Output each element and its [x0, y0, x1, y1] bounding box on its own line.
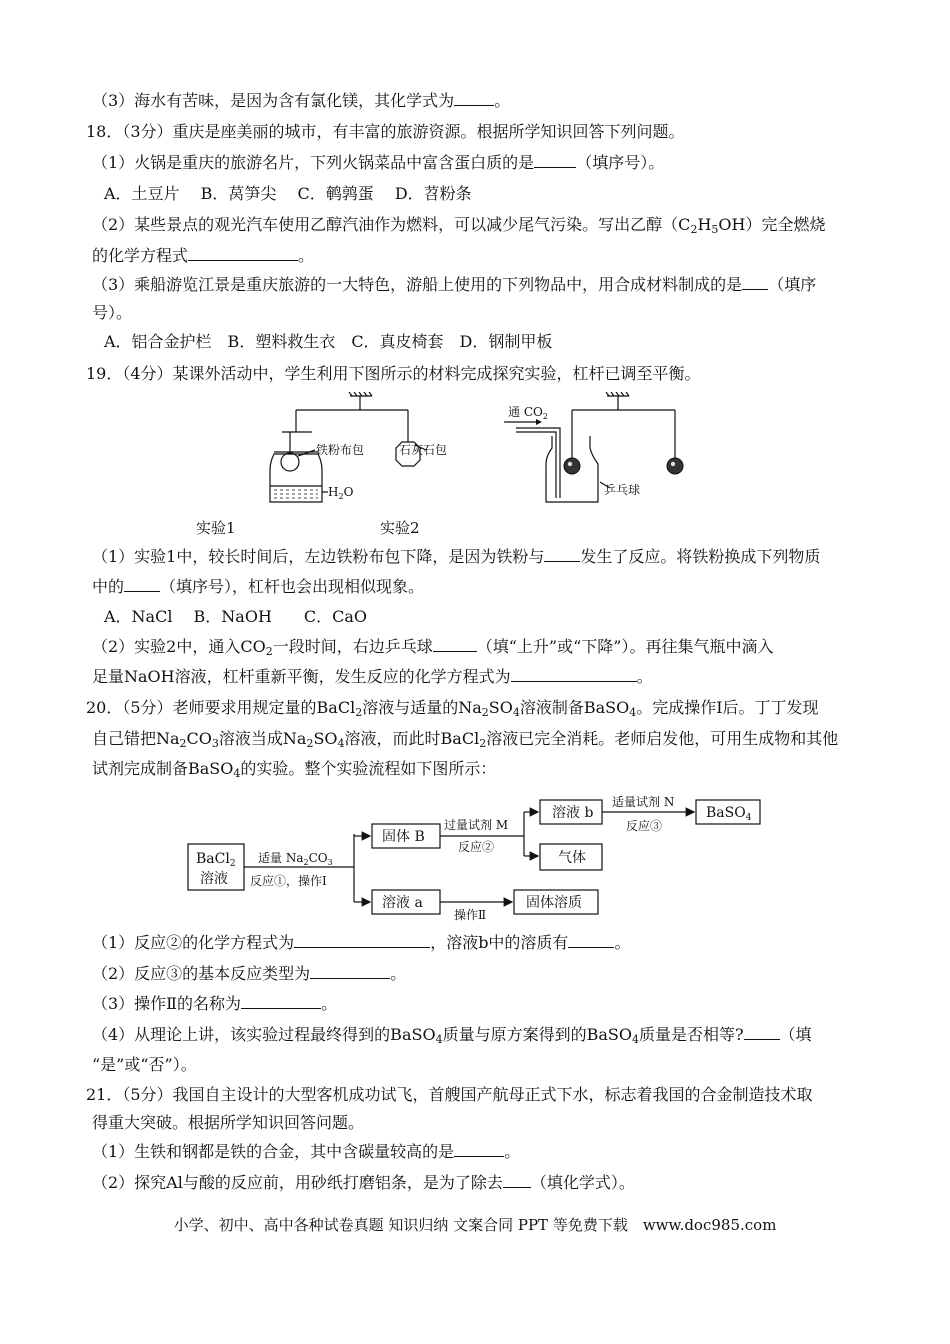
text: 自己错把Na: [92, 729, 180, 748]
exp2-caption: 实验2: [380, 519, 420, 537]
text: 试剂完成制备BaSO: [92, 759, 234, 778]
baso4-box: BaSO$_4$: [706, 805, 752, 823]
answer-blank[interactable]: [454, 1142, 504, 1157]
bacl2-label: BaCl$_2$: [196, 851, 236, 869]
co2-inlet-label: 通 $CO_2$: [508, 405, 548, 421]
subscript: 4: [512, 706, 520, 719]
solid-solute-box: 固体溶质: [526, 895, 582, 911]
text: 的实验。整个实验流程如下图所示：: [240, 759, 497, 778]
text: （填序: [768, 275, 817, 294]
text: 足量NaOH溶液，杠杆重新平衡，发生反应的化学方程式为: [92, 667, 511, 686]
q20-1-line: [92, 933, 630, 953]
answer-blank[interactable]: [454, 91, 494, 106]
text: SO: [488, 698, 513, 717]
q18-2-line2: [92, 246, 314, 266]
q20-line3: [92, 759, 496, 779]
step1-reagent-label: 适量 $Na_2CO_3$: [258, 851, 333, 867]
q20-line2: [92, 729, 838, 749]
text: 。: [494, 91, 511, 110]
reaction2-label: 反应②: [458, 840, 495, 854]
q18-1-options: A．土豆片 B．莴笋尖 C．鹌鹑蛋 D．苕粉条: [104, 184, 472, 203]
q19-2-line: [92, 637, 773, 657]
text: ，溶液b中的溶质有: [430, 933, 569, 952]
text: （3）操作Ⅱ的名称为: [92, 994, 242, 1013]
text: （1）反应②的化学方程式为: [92, 933, 295, 952]
q18-1-line: [92, 153, 664, 173]
text: （3）乘船游览江景是重庆旅游的一大特色，游船上使用的下列物品中，用合成材料制成的是: [92, 275, 743, 294]
text: SO: [313, 729, 338, 748]
q21-2-line: [92, 1173, 635, 1193]
text: （填化学式）。: [530, 1173, 635, 1192]
subscript: 2: [306, 737, 314, 750]
subscript: 5: [711, 223, 719, 236]
subscript: 4: [233, 767, 241, 780]
answer-blank[interactable]: [241, 994, 321, 1009]
text: 质量是否相等?: [638, 1025, 744, 1044]
subscript: 2: [479, 737, 487, 750]
text: 溶液与适量的Na: [362, 698, 482, 717]
subscript: 4: [337, 737, 345, 750]
text: 溶液制备BaSO: [519, 698, 630, 717]
text: 中的: [92, 577, 125, 596]
operation2-label: 操作Ⅱ: [454, 908, 487, 922]
answer-blank[interactable]: [294, 933, 430, 948]
bacl2-solution-label: 溶液: [200, 871, 228, 887]
gas-box: 气体: [558, 850, 586, 866]
text: 溶液当成Na: [218, 729, 307, 748]
text: （1）火锅是重庆的旅游名片，下列火锅菜品中富含蛋白质的是: [92, 153, 535, 172]
text: （填序号），杠杆也会出现相似现象。: [160, 577, 425, 596]
text: 20．（5分）老师要求用规定量的BaCl: [86, 698, 356, 717]
answer-blank[interactable]: [742, 275, 768, 290]
step1-operation-label: 反应①，操作Ⅰ: [250, 874, 327, 888]
text: （2）探究Al与酸的反应前，用砂纸打磨铝条，是为了除去: [92, 1173, 503, 1192]
q18-3-line: [92, 275, 816, 295]
lime-bag-label: 石灰石包: [399, 443, 448, 457]
q18-3-line2: 号）。: [92, 303, 133, 322]
experiment-figure: [260, 392, 700, 512]
q18-title: 18．（3分）重庆是座美丽的城市，有丰富的旅游资源。根据所学知识回答下列问题。: [86, 122, 685, 141]
answer-blank[interactable]: [568, 933, 614, 948]
answer-blank[interactable]: [534, 153, 576, 168]
text: 。: [390, 964, 407, 983]
text: 溶液，而此时BaCl: [344, 729, 480, 748]
text: 质量与原方案得到的BaSO: [442, 1025, 632, 1044]
answer-blank[interactable]: [503, 1173, 531, 1188]
q21-title2: 得重大突破。根据所学知识回答问题。: [92, 1113, 365, 1132]
reagent-m-label: 过量试剂 M: [444, 818, 509, 832]
text: （2）实验2中，通入CO: [92, 637, 266, 656]
q19-1-options: A．NaCl B．NaOH C．CaO: [104, 607, 368, 626]
subscript: 4: [629, 706, 637, 719]
answer-blank[interactable]: [433, 637, 477, 652]
text: 发生了反应。将铁粉换成下列物质: [580, 547, 821, 566]
text: OH）完全燃烧: [718, 215, 826, 234]
q21-title: 21．（5分）我国自主设计的大型客机成功试飞，首艘国产航母正式下水，标志着我国的合金制造技术取: [86, 1085, 813, 1104]
text: 的化学方程式: [92, 246, 189, 265]
answer-blank[interactable]: [310, 964, 390, 979]
text: 。: [636, 667, 653, 686]
q19-1-line2: [92, 577, 424, 597]
q20-4-line2: “是”或“否”）。: [92, 1055, 197, 1074]
answer-blank[interactable]: [744, 1025, 780, 1040]
subscript: 4: [435, 1033, 443, 1046]
subscript: 3: [211, 737, 219, 750]
text: 。: [504, 1142, 521, 1161]
text: 。: [298, 246, 315, 265]
text: 一段时间，右边乒乓球: [272, 637, 433, 656]
text: H: [697, 215, 712, 234]
text: 。完成操作Ⅰ后。丁丁发现: [636, 698, 819, 717]
text: 。: [614, 933, 631, 952]
subscript: 2: [265, 645, 273, 658]
q19-2-line2: [92, 667, 653, 687]
text: 溶液已完全消耗。老师启发他，可用生成物和其他: [486, 729, 839, 748]
answer-blank[interactable]: [124, 577, 160, 592]
page-footer: 小学、初中、高中各种试卷真题 知识归纳 文案合同 PPT 等免费下载 www.doc985.com: [173, 1216, 777, 1234]
water-label: $H_2O$: [328, 485, 354, 501]
q21-1-line: [92, 1142, 520, 1162]
answer-blank[interactable]: [544, 547, 580, 562]
text: （1）实验1中，较长时间后，左边铁粉布包下降，是因为铁粉与: [92, 547, 545, 566]
answer-blank[interactable]: [511, 667, 637, 682]
q19-1-line: [92, 547, 820, 567]
q20-4-line: [92, 1025, 812, 1045]
solution-a-box: 溶液 a: [382, 895, 423, 911]
text: （填序号）。: [576, 153, 665, 172]
text: CO: [186, 729, 212, 748]
q18-3-options: A．铝合金护栏 B．塑料救生衣 C．真皮椅套 D．钢制甲板: [104, 332, 553, 351]
q20-line1: [86, 698, 819, 718]
flowchart-figure: [186, 792, 766, 922]
subscript: 2: [690, 223, 698, 236]
pingpong-label: 乒乓球: [604, 483, 641, 497]
solution-b-box: 溶液 b: [552, 805, 594, 821]
text: （填“上升”或“下降”）。再往集气瓶中滴入: [476, 637, 774, 656]
q19-title: 19．（4分）某课外活动中，学生利用下图所示的材料完成探究实验，杠杆已调至平衡。: [86, 364, 701, 383]
text: 。: [321, 994, 338, 1013]
exp1-caption: 实验1: [196, 519, 236, 537]
solid-b-box: 固体 B: [382, 829, 425, 845]
subscript: 2: [179, 737, 187, 750]
subscript: 2: [481, 706, 489, 719]
q18-2-line: [92, 215, 825, 235]
answer-blank[interactable]: [188, 246, 298, 261]
iron-bag-label: 铁粉布包: [316, 443, 365, 457]
subscript: 4: [631, 1033, 639, 1046]
reagent-n-label: 适量试剂 N: [612, 795, 675, 809]
subscript: 2: [355, 706, 363, 719]
text: （3）海水有苦味，是因为含有氯化镁，其化学式为: [92, 91, 455, 110]
q17-3-line: [92, 91, 510, 111]
text: （2）反应③的基本反应类型为: [92, 964, 311, 983]
text: （2）某些景点的观光汽车使用乙醇汽油作为燃料，可以减少尾气污染。写出乙醇（C: [92, 215, 691, 234]
reaction3-label: 反应③: [626, 819, 663, 833]
q20-2-line: [92, 964, 406, 984]
text: （1）生铁和钢都是铁的合金，其中含碳量较高的是: [92, 1142, 455, 1161]
q20-3-line: [92, 994, 337, 1014]
text: （填: [779, 1025, 812, 1044]
text: （4）从理论上讲，该实验过程最终得到的BaSO: [92, 1025, 436, 1044]
